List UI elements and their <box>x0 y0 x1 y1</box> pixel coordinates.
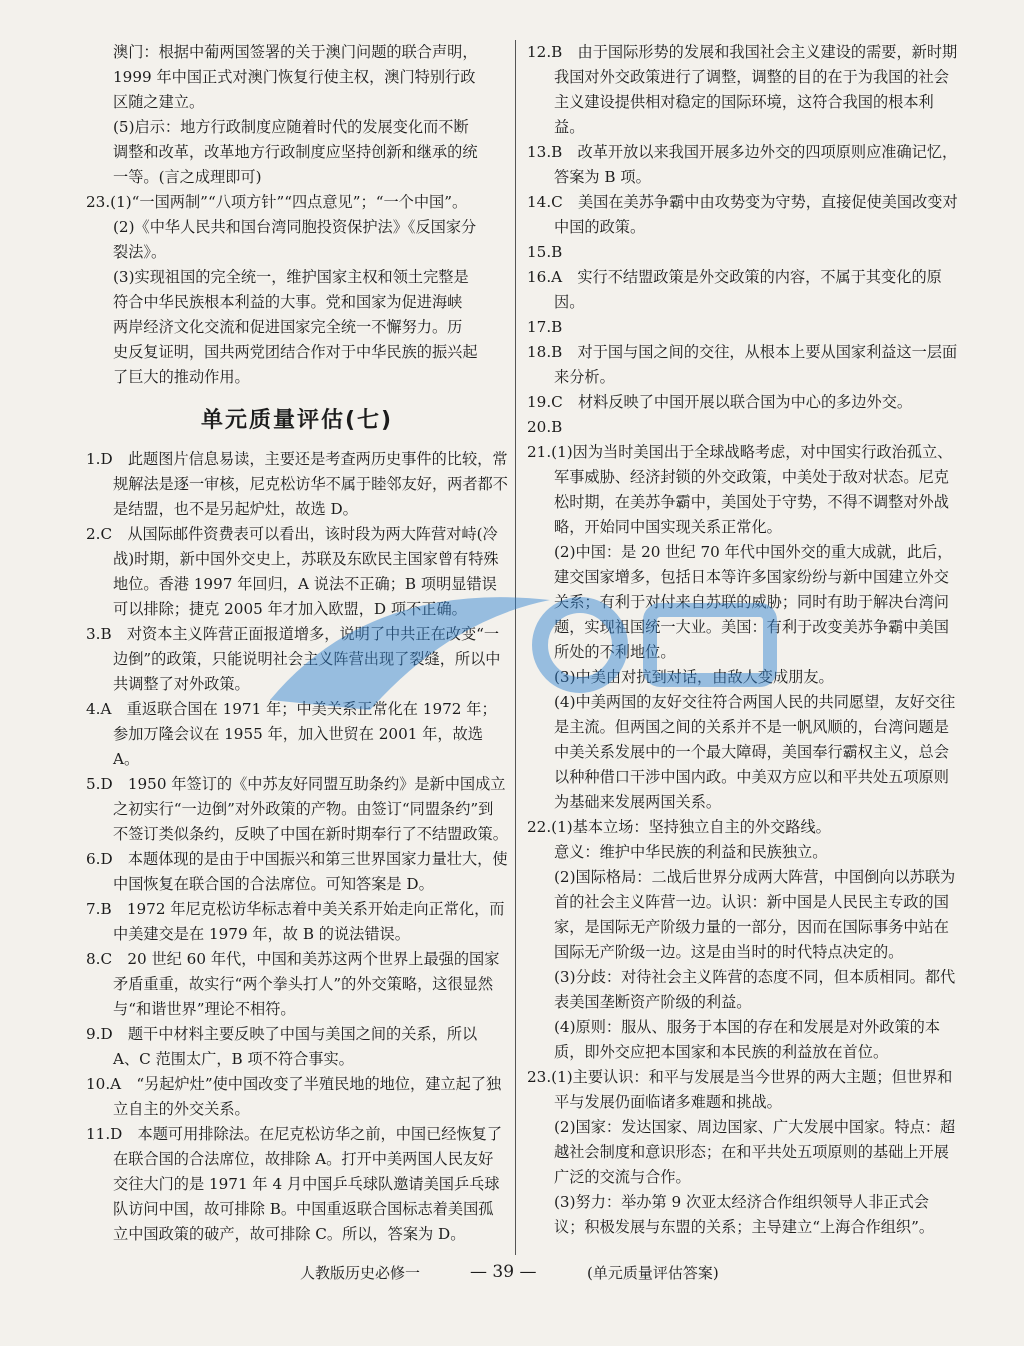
answer-line: 两岸经济文化交流和促进国家完全统一不懈努力。历 <box>113 318 463 336</box>
answer-part <box>527 690 958 815</box>
answer-text: 材料反映了中国开展以联合国为中心的多边外交。 <box>562 393 913 411</box>
answer-line: (3)实现祖国的完全统一，维护国家主权和领土完整是 <box>113 268 469 286</box>
answer-part <box>527 540 958 665</box>
answer-item <box>86 847 508 897</box>
answer-text: 重返联合国在 1971 年；中美关系正常化在 1972 年；参加万隆会议在 1955 年，加入世贸在 2001 年，故选 A。 <box>111 700 497 768</box>
answer-item <box>527 265 958 315</box>
answer-text: 1972 年尼克松访华标志着中美关系开始走向正常化，而中美建交是在 1979 年，故 B 的说法错误。 <box>111 900 505 943</box>
answer-item <box>86 1022 508 1072</box>
answer-item <box>86 1072 508 1122</box>
answer-part-text: (4)中美两国的友好交往符合两国人民的共同愿望，友好交往是主流。但两国之间的关系并不是一帆风顺的，台湾问题是中美关系发展中的一个最大障碍，美国奉行霸权主义，总会以种种借口干涉中国内政。中美双方应以和平共处五项原则为基础来发展两国关系。 <box>554 693 956 811</box>
answer-item <box>86 772 508 847</box>
answer-part-text: (2)中国：是 20 世纪 70 年代中国外交的重大成就，此后，建交国家增多，包括日本等许多国家纷纷与新中国建立外交关系；有利于对付来自苏联的威胁；同时有助于解决台湾问题，实现祖国统一大业。美国：有利于改变美苏争霸中美国所处的不利地位。 <box>554 543 953 661</box>
answer-item <box>86 697 508 772</box>
text-line: 一等。(言之成理即可) <box>113 168 262 186</box>
question-21-answer <box>527 440 958 815</box>
answer-number: 2.C <box>86 525 113 543</box>
answer-part <box>527 865 958 965</box>
answer-item <box>527 240 958 265</box>
answer-text: 对于国与国之间的交往，从根本上要从国家利益这一层面来分析。 <box>554 343 958 386</box>
answer-number: 19.C <box>527 393 563 411</box>
answer-number: 11.D <box>86 1125 123 1143</box>
text-line: 澳门：根据中葡两国签署的关于澳门问题的联合声明， <box>113 43 478 61</box>
page-number: — 39 — <box>470 1262 537 1282</box>
answer-number: 18.B <box>527 343 563 361</box>
question-22-answer <box>527 815 958 1065</box>
answer-text: 此题图片信息易读，主要还是考查两历史事件的比较，常规解法是逐一审核，尼克松访华不属于睦邻友好，两者都不是结盟，也不是另起炉灶，故选 D。 <box>112 450 508 518</box>
answer-item <box>527 40 958 140</box>
answer-line: 23.(1)“一国两制”“八项方针”“四点意见”；“一个中国”。 <box>86 193 468 211</box>
answer-number: 17.B <box>527 318 563 336</box>
answer-number: 6.D <box>86 850 113 868</box>
answer-number: 4.A <box>86 700 112 718</box>
answer-line: (2)《中华人民共和国台湾同胞投资保护法》《反国家分 <box>113 218 477 236</box>
answer-item <box>527 315 958 340</box>
answer-number: 20.B <box>527 418 563 436</box>
answer-part <box>527 965 958 1015</box>
continued-answer-block <box>86 40 508 190</box>
answer-part-text: (1)因为当时美国出于全球战略考虑，对中国实行政治孤立、军事威胁、经济封锁的外交政策，中美处于敌对状态。尼克松时期，在美苏争霸中，美国处于守势，不得不调整对外战略，开始同中国实现关系正常化。 <box>551 443 953 536</box>
answer-part <box>527 840 958 865</box>
answer-part <box>527 1015 958 1065</box>
answer-part <box>527 1115 958 1190</box>
answer-text: 本题可用排除法。在尼克松访华之前，中国已经恢复了在联合国的合法席位，故排除 A。打开中美两国人民友好交往大门的是 1971 年 4 月中国乒乓球队邀请美国乒乓球队访问中国，故可排除 B。中国重返联合国标志着美国孤立中国政策的破产，故可排除 C。所以，答案为 D。 <box>113 1125 503 1243</box>
answer-text: 1950 年签订的《中苏友好同盟互助条约》是新中国成立之初实行“一边倒”对外政策的产物。由签订“同盟条约”到不签订类似条约，反映了中国在新时期奉行了不结盟政策。 <box>112 775 508 843</box>
answer-number: 12.B <box>527 43 563 61</box>
question-number: 21. <box>527 443 552 461</box>
answer-number: 16.A <box>527 268 563 286</box>
answer-item <box>527 190 958 240</box>
question-number: 23. <box>527 1068 552 1086</box>
answer-part <box>527 1190 958 1240</box>
answer-number: 14.C <box>527 193 563 211</box>
answer-item <box>86 447 508 522</box>
answer-text: 从国际邮件资费表可以看出，该时段为两大阵营对峙(冷战)时期，新中国外交史上，苏联及东欧民主国家曾有特殊地位。香港 1997 年回归，A 说法不正确；B 项明显错误可以排除；捷克 2005 年才加入欧盟，D 项不正确。 <box>112 525 499 618</box>
answer-list-right <box>527 40 958 440</box>
text-line: 1999 年中国正式对澳门恢复行使主权，澳门特别行政 <box>113 68 476 86</box>
answer-item <box>86 1122 508 1247</box>
answer-part <box>527 440 958 540</box>
answer-part-text: (1)主要认识：和平与发展是当今世界的两大主题；但世界和平与发展仍面临诸多难题和挑战。 <box>551 1068 953 1111</box>
column-divider <box>515 40 516 1255</box>
question-number: 23. <box>86 193 111 211</box>
answer-text: 美国在美苏争霸中由攻势变为守势，直接促使美国改变对中国的政策。 <box>554 193 958 236</box>
footer-section-label: (单元质量评估答案) <box>587 1264 719 1282</box>
answer-text: 实行不结盟政策是外交政策的内容，不属于其变化的原因。 <box>554 268 942 311</box>
answer-part-text: (3)努力：举办第 9 次亚太经济合作组织领导人非正式会议；积极发展与东盟的关系；主导建立“上海合作组织”。 <box>554 1193 935 1236</box>
answer-number: 5.D <box>86 775 113 793</box>
answer-number: 8.C <box>86 950 113 968</box>
left-column <box>86 40 508 1247</box>
answer-item <box>86 522 508 622</box>
answer-text: 题干中材料主要反映了中国与美国之间的关系，所以 A、C 范围太广，B 项不符合事实。 <box>112 1025 478 1068</box>
answer-line: 史反复证明，国共两党团结合作对于中华民族的振兴起 <box>113 343 478 361</box>
text-line: 区随之建立。 <box>113 93 205 111</box>
answer-part-text: (2)国家：发达国家、周边国家、广大发展中国家。特点：超越社会制度和意识形态；在和平共处五项原则的基础上开展广泛的交流与合作。 <box>554 1118 956 1186</box>
answer-part-text: (4)原则：服从、服务于本国的存在和发展是对外政策的本质，即外交应把本国家和本民族的利益放在首位。 <box>554 1018 941 1061</box>
text-line: 调整和改革，改革地方行政制度应坚持创新和继承的统 <box>113 143 478 161</box>
question-23-answer <box>86 190 508 390</box>
answer-line: 符合中华民族根本利益的大事。党和国家为促进海峡 <box>113 293 463 311</box>
answer-part <box>527 1065 958 1115</box>
answer-text: 改革开放以来我国开展多边外交的四项原则应准确记忆，答案为 B 项。 <box>554 143 958 186</box>
answer-item <box>86 947 508 1022</box>
answer-text: 20 世纪 60 年代，中国和美苏这两个世界上最强的国家矛盾重重，故实行“两个拳头打人”的外交策略，这很显然与“和谐世界”理论不相符。 <box>112 950 500 1018</box>
answer-number: 3.B <box>86 625 112 643</box>
answer-number: 7.B <box>86 900 112 918</box>
right-column <box>527 40 958 1240</box>
answer-part-text: (3)分歧：对待社会主义阵营的态度不同，但本质相同。都代表美国垄断资产阶级的利益。 <box>554 968 956 1011</box>
text-line: (5)启示：地方行政制度应随着时代的发展变化而不断 <box>113 118 469 136</box>
answer-item <box>527 390 958 415</box>
answer-part-text: (3)中美由对抗到对话，由敌人变成朋友。 <box>554 668 834 686</box>
answer-part <box>527 665 958 690</box>
answer-text: 对资本主义阵营正面报道增多，说明了中共正在改变“一边倒”的政策，只能说明社会主义阵营出现了裂缝，所以中共调整了对外政策。 <box>111 625 501 693</box>
answer-number: 15.B <box>527 243 563 261</box>
answer-text: “另起炉灶”使中国改变了半殖民地的地位，建立起了独立自主的外交关系。 <box>113 1075 502 1118</box>
answer-text: 由于国际形势的发展和我国社会主义建设的需要，新时期我国对外交政策进行了调整，调整的目的在于为我国的社会主义建设提供相对稳定的国际环境，这符合我国的根本利益。 <box>554 43 958 136</box>
answer-part-text: 意义：维护中华民族的利益和民族独立。 <box>554 843 828 861</box>
answer-list <box>86 447 508 1247</box>
answer-item <box>86 622 508 697</box>
answer-text: 本题体现的是由于中国振兴和第三世界国家力量壮大，使中国恢复在联合国的合法席位。可知答案是 D。 <box>112 850 508 893</box>
answer-number: 9.D <box>86 1025 113 1043</box>
answer-part <box>527 815 958 840</box>
question-23-answer-right <box>527 1065 958 1240</box>
answer-number: 10.A <box>86 1075 122 1093</box>
answer-part-text: (1)基本立场：坚持独立自主的外交路线。 <box>551 818 831 836</box>
answer-line: 裂法》。 <box>113 243 167 261</box>
answer-item <box>527 415 958 440</box>
answer-number: 13.B <box>527 143 563 161</box>
section-title: 单元质量评估(七) <box>200 408 394 433</box>
answer-item <box>86 897 508 947</box>
answer-number: 1.D <box>86 450 113 468</box>
answer-item <box>527 140 958 190</box>
answer-line: 了巨大的推动作用。 <box>113 368 250 386</box>
question-number: 22. <box>527 818 552 836</box>
footer-book-title: 人教版历史必修一 <box>300 1264 421 1282</box>
answer-part-text: (2)国际格局：二战后世界分成两大阵营，中国倒向以苏联为首的社会主义阵营一边。认识：新中国是人民民主专政的国家，是国际无产阶级力量的一部分，因而在国际事务中站在国际无产阶级一边。这是由当时的时代特点决定的。 <box>554 868 956 961</box>
answer-item <box>527 340 958 390</box>
